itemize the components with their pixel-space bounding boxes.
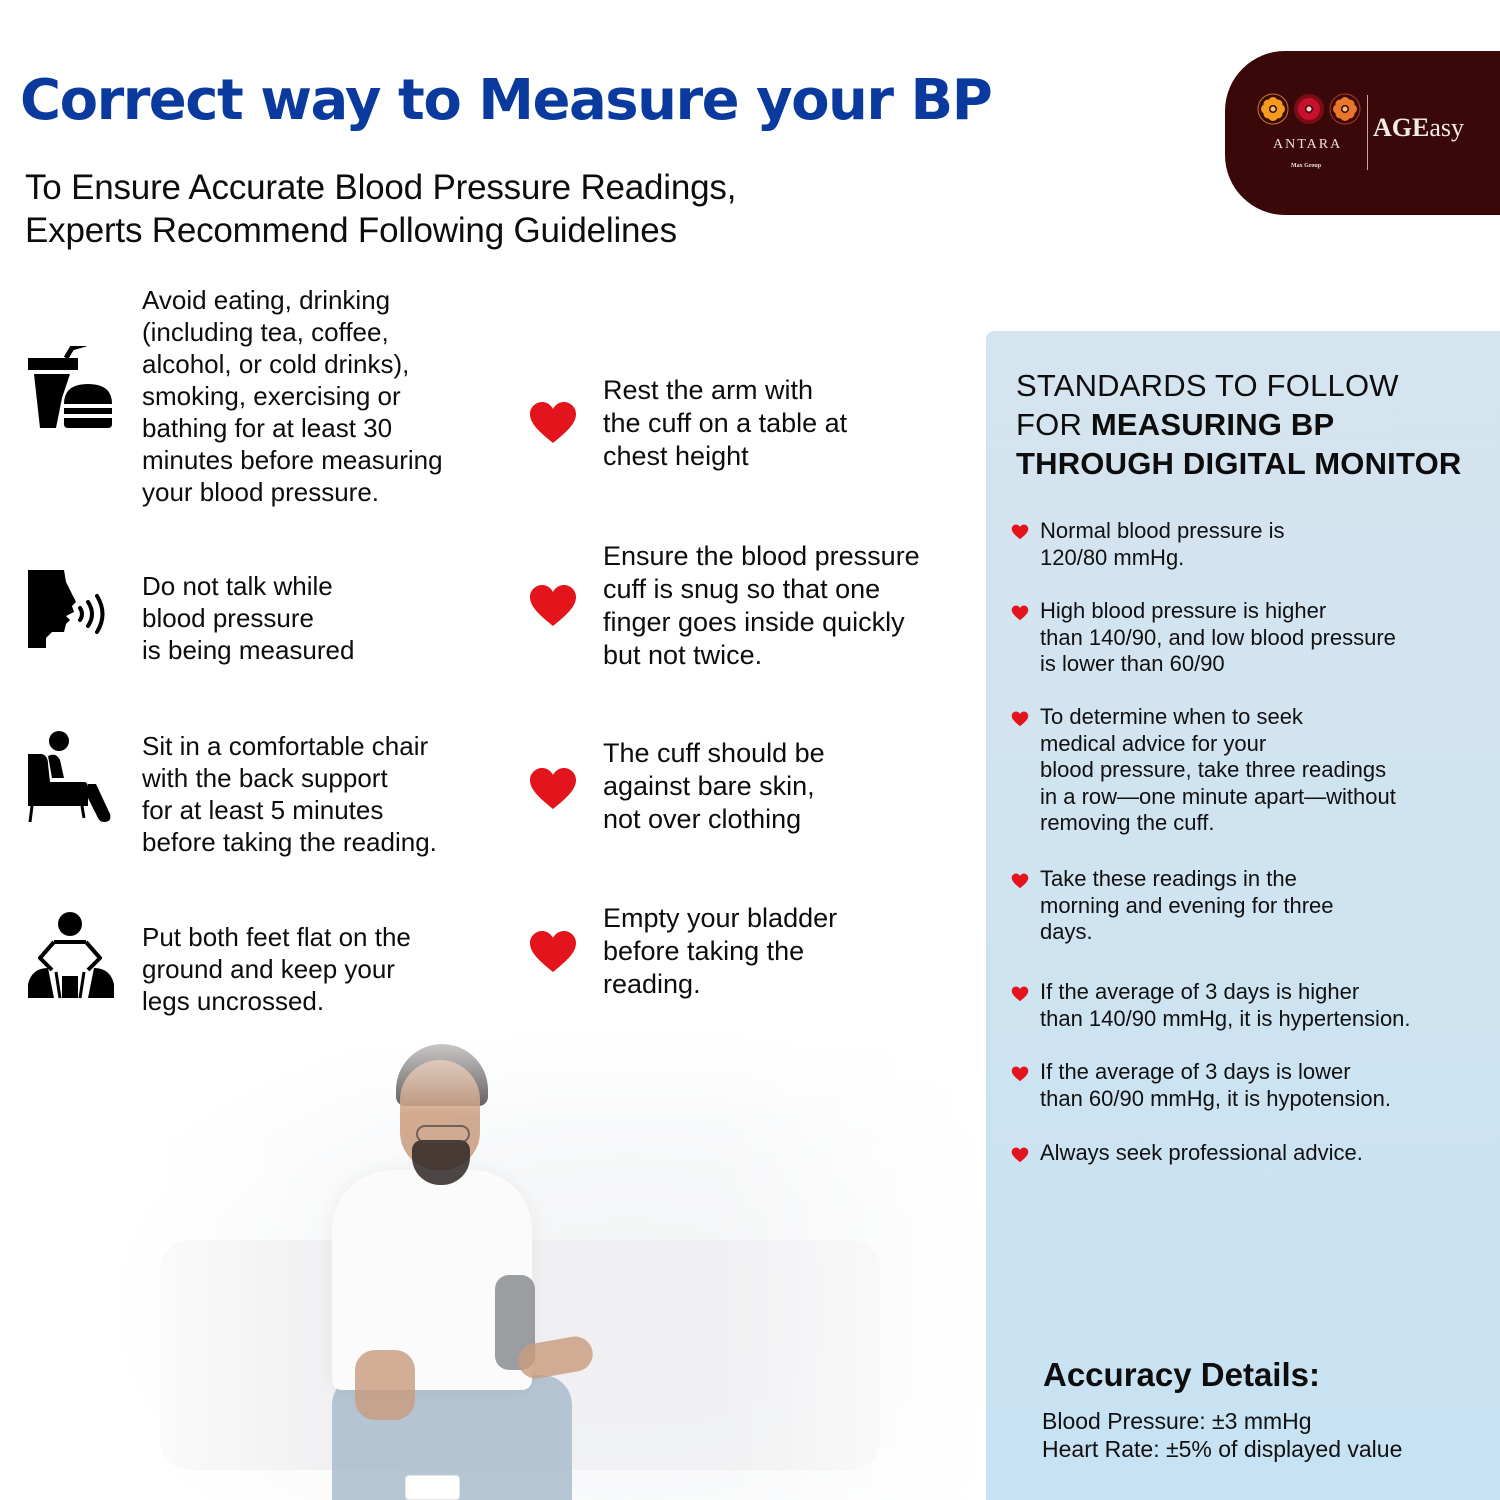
standard-item: Always seek professional advice. (1040, 1140, 1363, 1165)
max-group-label: Max Group (1291, 163, 1322, 169)
brand-logo (1225, 51, 1500, 215)
guideline-text: Avoid eating, drinking (including tea, coffee, alcohol, or cold drinks), smoking, exercising or bathing for at least 30 minutes before measuring your blood pressure. (142, 285, 443, 507)
guideline-text: Sit in a comfortable chair with the back support for at least 5 minutes before taking the reading. (142, 731, 437, 857)
heart-bullet-icon (1011, 873, 1029, 889)
heart-icon (528, 401, 578, 445)
guideline-text: Empty your bladder before taking the reading. (603, 903, 838, 999)
mandala-group (1257, 93, 1361, 125)
heart-bullet-icon (1011, 605, 1029, 621)
mandala-icon (1293, 93, 1325, 125)
heart-icon (528, 767, 578, 811)
subtitle-line: To Ensure Accurate Blood Pressure Readings, (25, 168, 737, 207)
guideline-text: Put both feet flat on the ground and keep your legs uncrossed. (142, 922, 411, 1016)
antara-wordmark: ANTARA (1273, 137, 1343, 152)
mandala-icon (1329, 93, 1361, 125)
accuracy-heart-rate: Heart Rate: ±5% of displayed value (1042, 1436, 1403, 1462)
guideline-text: The cuff should be against bare skin, not over clothing (603, 738, 825, 834)
mandala-icon (1257, 93, 1289, 125)
heart-bullet-icon (1011, 711, 1029, 727)
page-subtitle (25, 166, 925, 252)
heart-bullet-icon (1011, 524, 1029, 540)
ageasy-wordmark: AGEasy (1373, 113, 1465, 142)
standard-item: If the average of 3 days is lower than 60/90 mmHg, it is hypotension. (1040, 1059, 1391, 1111)
standard-item: To determine when to seek medical advice for your blood pressure, take three readings in a row—one minute apart—without removing the cuff. (1040, 704, 1396, 836)
heart-bullet-icon (1011, 986, 1029, 1002)
page-title: Correct way to Measure your BP (20, 68, 992, 133)
guideline-text: Rest the arm with the cuff on a table at chest height (603, 375, 848, 471)
heart-icon (528, 584, 578, 628)
feet-flat-icon (26, 910, 112, 1006)
standard-item: If the average of 3 days is higher than 140/90 mmHg, it is hypertension. (1040, 979, 1411, 1031)
accuracy-blood-pressure: Blood Pressure: ±3 mmHg (1042, 1408, 1312, 1434)
man-measuring-bp-photo (100, 1020, 980, 1500)
heart-icon (528, 930, 578, 974)
heart-bullet-icon (1011, 1066, 1029, 1082)
accuracy-title: Accuracy Details: (1043, 1356, 1320, 1393)
standard-item: Normal blood pressure is 120/80 mmHg. (1040, 518, 1285, 570)
guideline-text: Do not talk while blood pressure is being measured (142, 571, 355, 665)
standard-item: High blood pressure is higher than 140/90, and low blood pressure is lower than 60/90 (1040, 598, 1396, 677)
sitting-chair-icon (26, 730, 112, 828)
logo-divider (1367, 95, 1368, 170)
heart-bullet-icon (1011, 1147, 1029, 1163)
subtitle-line: Experts Recommend Following Guidelines (25, 211, 677, 250)
no-talking-icon (26, 568, 112, 654)
standards-title: STANDARDS TO FOLLOW FOR MEASURING BP THROUGH DIGITAL MONITOR (1016, 368, 1462, 481)
guideline-text: Ensure the blood pressure cuff is snug so that one finger goes inside quickly but not twice. (603, 541, 920, 670)
food-drink-icon (26, 346, 112, 436)
standard-item: Take these readings in the morning and evening for three days. (1040, 866, 1334, 945)
